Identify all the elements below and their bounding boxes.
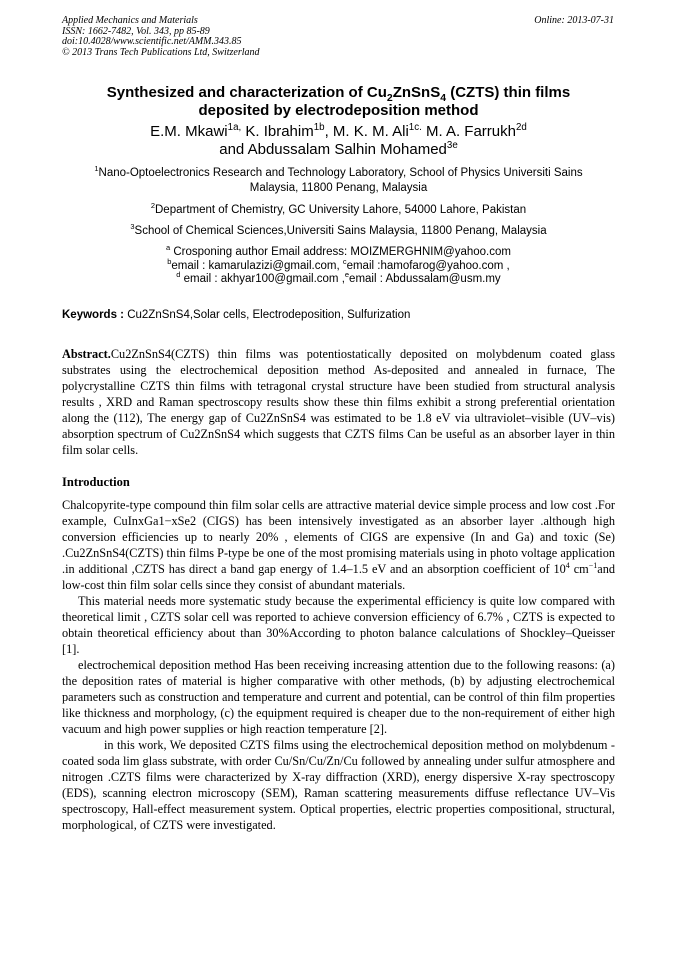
- keywords: [62, 309, 410, 321]
- journal-issn: ISSN: 1662-7482, Vol. 343, pp 85-89: [62, 25, 210, 37]
- journal-header: [62, 16, 260, 58]
- paper-title: [62, 84, 615, 120]
- keywords-label: Keywords :: [62, 309, 124, 321]
- journal-copyright: © 2013 Trans Tech Publications Ltd, Switzerland: [62, 46, 260, 58]
- email-line-3: $^d$ email : akhyar100@gmail.com ,$^e$email : Abdussalam@usm.my: [176, 270, 501, 285]
- authors-line-2: and Abdussalam Salhin Mohamed$^{3e}$: [219, 140, 458, 158]
- online-date: Online: 2013-07-31: [534, 15, 614, 26]
- author-list: [62, 123, 615, 159]
- affiliation-1: $^1$Nano-Optoelectronics Research and Technology Laboratory, School of Physics Universiti Sains Malaysia, 11800 Penang, Malaysia: [94, 164, 583, 194]
- paragraph: in this work, We deposited CZTS films using the electrochemical deposition method on molybdenum -coated soda lim glass substrate, with order Cu/Sn/Cu/Zn/Cu followed by annealing under sulfur atmosphere and nitrogen .CZTS films were characterized by X-ray diffraction (XRD), energy dispersive X-ray spectroscopy (EDS), scanning electron microscopy (SEM), Raman scattering measurements diffuse reflectance UV–Vis spectroscopy, Hall-effect measurement system. Optical properties, electric properties compositional, structural, morphological, of CZTS were investigated.: [62, 738, 615, 832]
- email-line-2: $^b$email : kamarulazizi@gmail.com, $^c$email :hamofarog@yahoo.com ,: [167, 256, 510, 272]
- journal-doi: doi:10.4028/www.scientific.net/AMM.343.85: [62, 36, 242, 47]
- affiliation-3: $^3$School of Chemical Sciences,Universiti Sains Malaysia, 11800 Penang, Malaysia: [130, 222, 547, 237]
- paragraph: electrochemical deposition method Has been receiving increasing attention due to the following reasons: (a) the deposition rates of material is higher comparative with other methods, (b) by adjusting electrochemical parameters such as construction and temperature and current and potential, can be control of thin film properties like thickness and morphology, (c) the equipment required is cheaper due to the non-requirement of either high vacuum and high power supplies or high reaction temperature [2].: [62, 658, 615, 736]
- title-line-2: deposited by electrodeposition method: [198, 102, 479, 119]
- abstract-text: Cu2ZnSnS4(CZTS) thin films was potentiostatically deposited on molybdenum coated glass substrates using the electrochemical deposition method As-deposited and annealed in furnace, The polycrystalline CZTS thin films with tetragonal crystal structure have been studied from structural analysis results , XRD and Raman spectroscopy results show these thin films exhibit a strong preferential orientation along the (112), The energy gap of Cu2ZnSnS4 was estimated to be 1.8 eV via ultraviolet–visible (UV–vis) absorption spectrum of Cu2ZnSnS4 which suggests that CZTS films Can be useful as an absorber layer in thin film solar cells.: [62, 347, 615, 457]
- keywords-text: Cu2ZnSnS4,Solar cells, Electrodeposition, Sulfurization: [124, 309, 411, 321]
- paragraph: Chalcopyrite-type compound thin film solar cells are attractive material device simple process and low cost .For example, CuInxGa1−xSe2 (CIGS) has been intensively investigated as an absorber layer .although high conversion efficiencies up to nearly 20% , elements of CIGS are expensive (In and Ga) and toxic (Se) .Cu2ZnSnS4(CZTS) thin films P-type be one of the most promising materials using in photo voltage application .in additional ,CZTS has direct a band gap energy of 1.4–1.5 eV and an absorption coefficient of $10^4$ $cm^{-1}and$ low-cost thin film solar cells since they consist of abundant materials.: [62, 498, 615, 592]
- author-emails: [62, 243, 615, 287]
- introduction-body: [62, 497, 615, 833]
- section-heading-introduction: Introduction: [62, 475, 130, 489]
- abstract: [62, 346, 615, 458]
- affiliation-2: $^2$Department of Chemistry, GC University Lahore, 54000 Lahore, Pakistan: [150, 201, 527, 216]
- email-line-1: $^a$ Crosponing author Email address: MOIZMERGHNIM@yahoo.com: [166, 243, 511, 258]
- abstract-label: Abstract.: [62, 347, 111, 361]
- title-line-1: Synthesized and characterization of $Cu_2ZnSnS_4$ (CZTS) thin films: [106, 84, 571, 104]
- paragraph: This material needs more systematic study because the experimental efficiency is quite low compared with theoretical limit , CZTS solar cell was reported to achieve conversion efficiency of 6.7% , CZTS is expected to obtain theoretical efficiency about than 30%According to photon balance calculations of Shockley–Queisser [1].: [62, 594, 615, 656]
- authors-line-1: E.M. Mkawi$^{1a,}$ K. Ibrahim$^{1b}$, M. K. M. Ali$^{1c.}$ M. A. Farrukh$^{2d}$: [150, 122, 527, 140]
- journal-name: Applied Mechanics and Materials: [62, 15, 198, 26]
